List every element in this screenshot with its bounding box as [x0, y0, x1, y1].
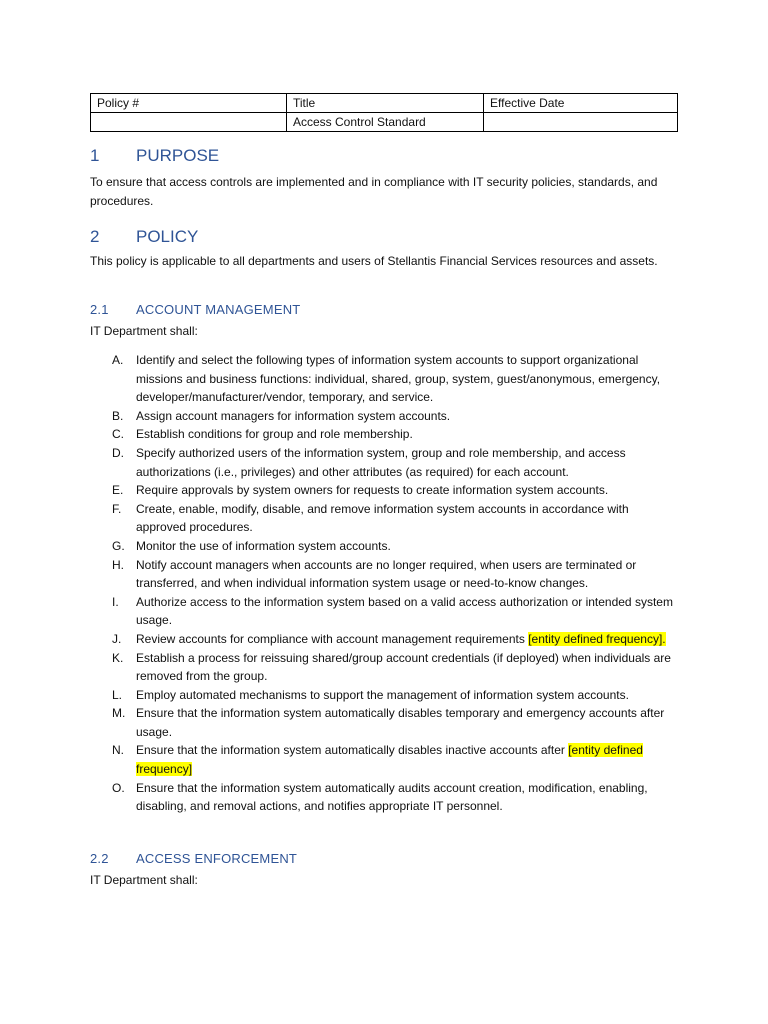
item-body: Ensure that the information system automatically disables temporary and emergency accounts after usage. — [136, 706, 665, 739]
list-marker: J. — [112, 631, 122, 646]
list-item — [90, 407, 680, 426]
item-body: Identify and select the following types of information system accounts to support organizational missions and business functions: individual, shared, group, system, guest/anonymous, emergency, developer/manufacturer/vendor, temporary, and service. — [136, 353, 661, 405]
list-item-text — [136, 704, 680, 741]
list-item-text — [136, 351, 680, 407]
list-item — [90, 444, 680, 481]
subsection-number: 2.2 — [90, 851, 109, 866]
item-suffix: . — [662, 631, 666, 646]
policy-info-table — [90, 93, 678, 132]
list-item-text — [136, 537, 680, 556]
list-item — [90, 779, 680, 816]
item-body: Employ automated mechanisms to support the management of information system accounts. — [136, 687, 629, 702]
section-number: 1 — [90, 146, 100, 165]
list-item — [90, 704, 680, 741]
subsection-heading-access-enforcement — [90, 851, 297, 866]
list-marker: F. — [112, 501, 122, 516]
list-item — [90, 537, 680, 556]
item-body: Establish a process for reissuing shared/group account credentials (if deployed) when individuals are removed from the group. — [136, 650, 671, 684]
list-item-text — [136, 630, 680, 649]
list-item-text — [136, 407, 680, 426]
cell-title: Access Control Standard — [287, 113, 484, 132]
list-item — [90, 686, 680, 705]
highlighted-placeholder: [entity defined frequency] — [136, 743, 643, 777]
list-marker: B. — [112, 408, 124, 423]
policy-text: This policy is applicable to all departments and users of Stellantis Financial Services resources and assets. — [90, 254, 658, 268]
list-item — [90, 649, 680, 686]
list-item-text — [136, 649, 680, 686]
table-row — [91, 113, 678, 132]
list-marker: G. — [112, 538, 125, 553]
list-marker: I. — [112, 594, 119, 609]
list-marker: K. — [112, 650, 124, 665]
list-item-text — [136, 500, 680, 537]
list-item — [90, 425, 680, 444]
list-item-text — [136, 741, 680, 778]
list-marker: H. — [112, 557, 124, 572]
list-marker: D. — [112, 445, 124, 460]
account-management-intro: IT Department shall: — [90, 324, 198, 338]
section-heading-policy — [90, 227, 198, 247]
list-marker: O. — [112, 780, 125, 795]
list-item — [90, 556, 680, 593]
item-body: Monitor the use of information system accounts. — [136, 538, 391, 553]
item-body: Specify authorized users of the information system, group and role membership, and access authorizations (i.e., privileges) and other attributes (as required) for each account. — [136, 445, 626, 479]
section-title: POLICY — [136, 227, 199, 246]
list-item-text — [136, 556, 680, 593]
subsection-heading-account-management — [90, 302, 300, 317]
list-item-text — [136, 779, 680, 816]
subsection-title: ACCESS ENFORCEMENT — [136, 851, 298, 866]
header-title: Title — [287, 94, 484, 113]
table-header-row — [91, 94, 678, 113]
access-enforcement-intro: IT Department shall: — [90, 873, 198, 887]
header-effective-date: Effective Date — [484, 94, 678, 113]
list-item-text — [136, 593, 680, 630]
subsection-number: 2.1 — [90, 302, 109, 317]
list-marker: M. — [112, 706, 126, 721]
list-item-text — [136, 686, 680, 705]
header-policy-number: Policy # — [91, 94, 287, 113]
item-body: Notify account managers when accounts are no longer required, when users are terminated or transferred, and when individual information system usage or need-to-know changes. — [136, 557, 637, 591]
item-body: Require approvals by system owners for requests to create information system accounts. — [136, 483, 609, 498]
item-body: Authorize access to the information system based on a valid access authorization or intended system usage. — [136, 594, 673, 628]
list-marker: N. — [112, 743, 124, 758]
highlighted-placeholder: [entity defined frequency] — [528, 631, 663, 646]
list-marker: E. — [112, 483, 124, 498]
list-item — [90, 630, 680, 649]
item-body: Review accounts for compliance with account management requirements — [136, 631, 529, 646]
list-item-text — [136, 425, 680, 444]
item-body: Create, enable, modify, disable, and remove information system accounts in accordance with approved procedures. — [136, 501, 629, 535]
list-item — [90, 481, 680, 500]
account-management-list — [90, 351, 680, 816]
list-marker: L. — [112, 687, 123, 702]
section-number: 2 — [90, 227, 100, 246]
section-heading-purpose — [90, 146, 219, 166]
subsection-title: ACCOUNT MANAGEMENT — [136, 302, 301, 317]
list-marker: C. — [112, 427, 124, 442]
item-body: Ensure that the information system automatically disables inactive accounts after — [136, 743, 569, 758]
cell-effective-date — [484, 113, 678, 132]
item-body: Ensure that the information system automatically audits account creation, modification, enabling, disabling, and removal actions, and notifies appropriate IT personnel. — [136, 780, 648, 814]
cell-policy-number — [91, 113, 287, 132]
list-item-text — [136, 444, 680, 481]
section-title: PURPOSE — [136, 146, 220, 165]
list-marker: A. — [112, 353, 124, 367]
list-item — [90, 741, 680, 778]
list-item — [90, 593, 680, 630]
item-body: Assign account managers for information system accounts. — [136, 408, 451, 423]
list-item — [90, 500, 680, 537]
item-body: Establish conditions for group and role membership. — [136, 427, 413, 442]
list-item-text — [136, 481, 680, 500]
list-item — [90, 351, 680, 407]
purpose-text: To ensure that access controls are implemented and in compliance with IT security policies, standards, and procedures. — [90, 175, 658, 208]
